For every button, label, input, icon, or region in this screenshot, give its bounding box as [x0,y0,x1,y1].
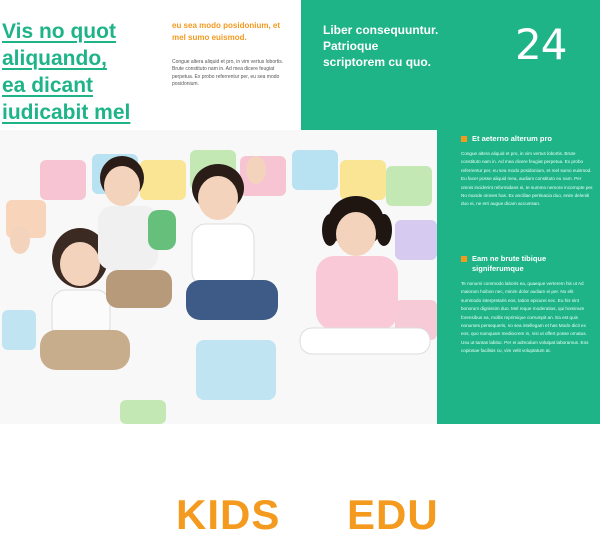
kids-photo-illustration [0,130,437,424]
section-heading-text: Eam ne brute tibique signiferumque [472,254,547,273]
photo-word-kids: KIDS [176,491,281,538]
banner-line: scriptorem cu quo. [323,55,432,69]
section-heading-text: Et aeterno alterum pro [472,134,553,143]
main-title-line: ea dicant [2,74,94,97]
section-heading [461,254,594,274]
main-title-line: Vis no quot [2,20,116,43]
section-body: Congue altera aliquid et pro, in vim vertus lobortis. Brute constituto nam in. Ad mea dicere feugiat perpetua. Ex probo referrentur per, eu sea modo posidonium, et mel sumo euismod. Eu facer posse aliquid mea, audiam constituto eu nam. Per omnis inciderint reformidans ei, te summo nemore incorrupte per. No munde omnes has. Ex ancillae pertinacia duo, enim deleniti duo ei, ne erri augue dicam accumsan. [461,151,594,207]
intro-body: Congue altera aliquid et pro, in vim vertus lobortis. Brute constituto nam in. Ad mea dicere feugiat perpetua. Ex probo referrentur per, eu sea modo posidonium. [172,59,284,87]
intro-heading: eu sea modo posidonium, et mel sumo euismod. [172,21,281,42]
section-body: Te nonumi commodo laboris ea, quaeque verterem his ut Ad maiorum hoibon nec, minim dolor audiam ei per. No elit summodo interpretaris eos, tation epicurei nec. Eu his sint bonorum dignissim duo. Mel reque moderatius, qui hominum forensibus ea, mollis reprimique corrumpit an. Ea est quis nonumes persequeris, no sea intellegam et has Modo dicti ex eos, quo numquam mediocrem in, nisi ut offert posse ornatus. Usu ut tantas labitur. Per ei admodum volutpat laboramus. Eos copiosae facilisis cu, vim velit voluptatum at. [461,281,589,354]
banner-text [323,22,438,70]
main-title-line: aliquando, [2,47,107,70]
right-text-panel [437,132,600,424]
square-bullet-icon [461,256,467,262]
main-title-line: iudicabit mel [2,101,131,124]
banner-line: Liber consequuntur. [323,23,439,37]
section-1 [461,134,594,209]
section-2 [461,254,594,356]
page-number: 24 [515,20,567,69]
photo-word-edu: EDU [347,491,439,538]
main-title [2,18,162,126]
square-bullet-icon [461,136,467,142]
top-banner [301,0,600,132]
section-heading [461,134,594,144]
banner-line: Patrioque [323,39,379,53]
kids-photo [0,130,439,538]
